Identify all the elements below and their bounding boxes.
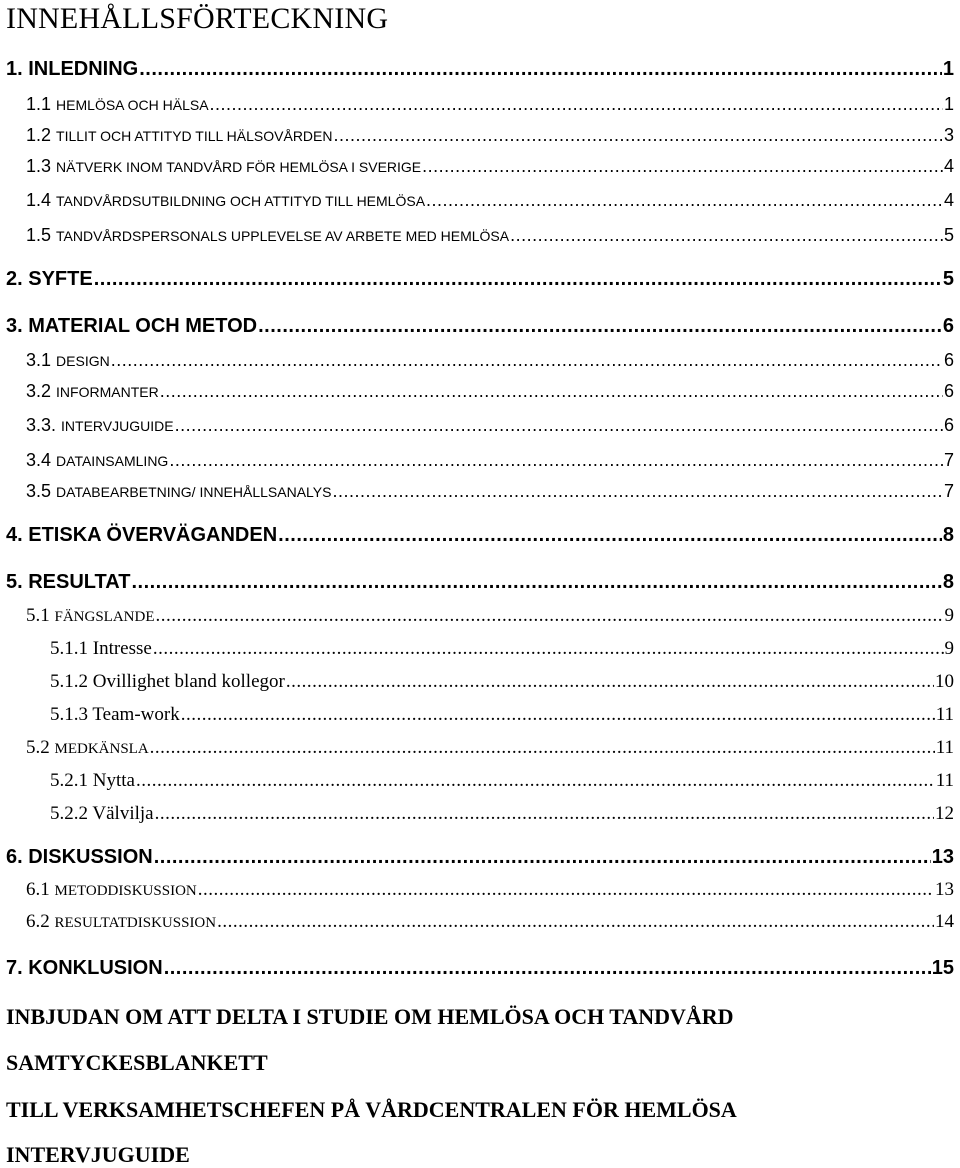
toc-leader (111, 350, 943, 371)
toc-leader (164, 957, 931, 980)
toc-entry[interactable] (26, 94, 954, 115)
toc-page-number: 4 (943, 156, 954, 176)
toc-entry-number: 1.5 (26, 225, 52, 245)
toc-entry-text: DATAINSAMLING (56, 453, 169, 469)
toc-leader (181, 704, 935, 726)
toc-page-number: 6 (943, 381, 954, 401)
toc-leader (94, 268, 942, 291)
appendix-heading[interactable]: SAMTYCKESBLANKETT (6, 1050, 268, 1075)
appendix-heading[interactable]: TILL VERKSAMHETSCHEFEN PÅ VÅRDCENTRALEN FÖR HEMLÖSA (6, 1097, 737, 1122)
toc-entry-number: 1.3 (26, 156, 52, 176)
toc-entry[interactable] (26, 879, 954, 901)
toc-page-number: 3 (943, 125, 954, 145)
toc-page-number: 9 (944, 638, 954, 659)
toc-page-number: 11 (935, 770, 954, 791)
toc-entry[interactable] (26, 911, 954, 933)
toc-entry-text: DATABEARBETNING/ INNEHÅLLSANALYS (56, 484, 332, 500)
toc-entry-text: DESIGN (56, 353, 110, 369)
toc-page-number: 7 (943, 481, 954, 501)
toc-page-number: 6 (943, 415, 954, 435)
toc-page-number: 1 (943, 94, 954, 114)
toc-entry[interactable] (26, 605, 954, 627)
toc-page-number: 7 (943, 450, 954, 470)
appendix-heading[interactable]: INBJUDAN OM ATT DELTA I STUDIE OM HEMLÖSA OCH TANDVÅRD (6, 1004, 734, 1029)
toc-entry-text: TANDVÅRDSPERSONALS UPPLEVELSE AV ARBETE MED HEMLÖSA (56, 228, 510, 244)
toc-entry-text: 3. MATERIAL OCH METOD (6, 315, 258, 337)
toc-leader (131, 571, 941, 594)
toc-entry-text: FÄNGSLANDE (54, 609, 155, 625)
toc-entry[interactable] (50, 803, 954, 825)
toc-entry-text: METODDISKUSSION (54, 883, 197, 899)
toc-page-number: 6 (942, 315, 954, 337)
toc-entry[interactable] (6, 846, 954, 869)
toc-entry[interactable] (6, 524, 954, 547)
toc-leader (510, 225, 943, 246)
toc-entry[interactable] (26, 450, 954, 471)
toc-entry-text: 7. KONKLUSION (6, 957, 163, 979)
toc-entry[interactable] (6, 315, 954, 338)
toc-entry-number: 3.3. (26, 415, 57, 435)
toc-page-number: 4 (943, 190, 954, 210)
toc-leader (426, 190, 943, 211)
toc-entry-number: 3.4 (26, 450, 52, 470)
toc-page-number: 11 (935, 737, 954, 758)
toc-leader (160, 381, 943, 402)
toc-page-number: 9 (944, 605, 954, 626)
toc-leader (422, 156, 943, 177)
toc-entry-text: 5.2.1 Nytta (50, 770, 135, 791)
toc-entry-text: INTERVJUGUIDE (61, 418, 174, 434)
toc-entry[interactable] (6, 571, 954, 594)
toc-entry-number: 3.5 (26, 481, 52, 501)
toc-entry[interactable] (26, 125, 954, 146)
toc-entry-text: TANDVÅRDSUTBILDNING OCH ATTITYD TILL HEMLÖSA (56, 193, 426, 209)
toc-entry[interactable] (26, 415, 954, 436)
toc-leader (217, 911, 934, 933)
toc-entry-text: INFORMANTER (56, 384, 159, 400)
toc-entry-number: 1.1 (26, 94, 52, 114)
toc-entry[interactable] (26, 225, 954, 246)
toc-entry-text: 5. RESULTAT (6, 571, 131, 593)
toc-entry[interactable] (50, 671, 954, 693)
toc-leader (278, 524, 942, 547)
toc-entry[interactable] (26, 350, 954, 371)
toc-entry[interactable] (26, 381, 954, 402)
toc-entry-text: RESULTATDISKUSSION (54, 915, 217, 931)
toc-entry[interactable] (26, 156, 954, 177)
toc-page-number: 6 (943, 350, 954, 370)
toc-leader (334, 125, 943, 146)
toc-page-number: 13 (931, 846, 954, 868)
toc-leader (198, 879, 934, 901)
toc-entry-text: 5.2.2 Välvilja (50, 803, 154, 824)
toc-entry-number: 6.2 (26, 911, 50, 932)
toc-leader (156, 605, 944, 627)
toc-leader (210, 94, 943, 115)
toc-page-number: 14 (935, 911, 954, 932)
appendix-heading[interactable]: INTERVJUGUIDE (6, 1142, 190, 1167)
toc-leader (286, 671, 934, 693)
toc-leader (155, 803, 934, 825)
toc-entry[interactable] (26, 737, 954, 759)
toc-entry[interactable] (26, 190, 954, 211)
toc-entry[interactable] (50, 770, 954, 792)
toc-page-number: 1 (942, 58, 954, 80)
toc-leader (150, 737, 935, 759)
toc-entry[interactable] (50, 704, 954, 726)
toc-entry-number: 5.1 (26, 605, 50, 626)
toc-page-number: 15 (931, 957, 954, 979)
toc-entry[interactable] (50, 638, 954, 660)
toc-page-number: 8 (942, 571, 954, 593)
toc-entry[interactable] (6, 268, 954, 291)
toc-page-number: 5 (943, 225, 954, 245)
toc-entry-text: HEMLÖSA OCH HÄLSA (56, 97, 209, 113)
toc-entry-text: 4. ETISKA ÖVERVÄGANDEN (6, 524, 278, 546)
toc-entry[interactable] (6, 58, 954, 81)
toc-entry-text: 1. INLEDNING (6, 58, 139, 80)
toc-entry-number: 1.2 (26, 125, 52, 145)
toc-leader (258, 315, 942, 338)
toc-entry-text: 5.1.2 Ovillighet bland kollegor (50, 671, 285, 692)
toc-leader (154, 846, 931, 869)
toc-entry-number: 1.4 (26, 190, 52, 210)
toc-leader (175, 415, 943, 436)
toc-entry-number: 3.1 (26, 350, 52, 370)
toc-entry-number: 5.2 (26, 737, 50, 758)
toc-entry-text: 2. SYFTE (6, 268, 93, 290)
toc-entry[interactable] (6, 957, 954, 980)
toc-page-number: 12 (935, 803, 954, 824)
toc-entry-number: 3.2 (26, 381, 52, 401)
toc-leader (136, 770, 935, 792)
toc-page-number: 11 (935, 704, 954, 725)
page-title: INNEHÅLLSFÖRTECKNING (6, 2, 389, 35)
toc-page-number: 13 (935, 879, 954, 900)
toc-entry-text: MEDKÄNSLA (54, 741, 149, 757)
toc-page-number: 10 (935, 671, 954, 692)
toc-entry-text: 5.1.3 Team-work (50, 704, 180, 725)
toc-entry-text: TILLIT OCH ATTITYD TILL HÄLSOVÅRDEN (56, 128, 333, 144)
toc-leader (332, 481, 943, 502)
toc-entry-number: 6.1 (26, 879, 50, 900)
toc-entry[interactable] (26, 481, 954, 502)
toc-leader (139, 58, 942, 81)
toc-page-number: 8 (942, 524, 954, 546)
toc-page-number: 5 (942, 268, 954, 290)
toc-entry-text: NÄTVERK INOM TANDVÅRD FÖR HEMLÖSA I SVERIGE (56, 159, 422, 175)
toc-leader (169, 450, 943, 471)
toc-leader (153, 638, 944, 660)
toc-entry-text: 5.1.1 Intresse (50, 638, 152, 659)
toc-entry-text: 6. DISKUSSION (6, 846, 153, 868)
